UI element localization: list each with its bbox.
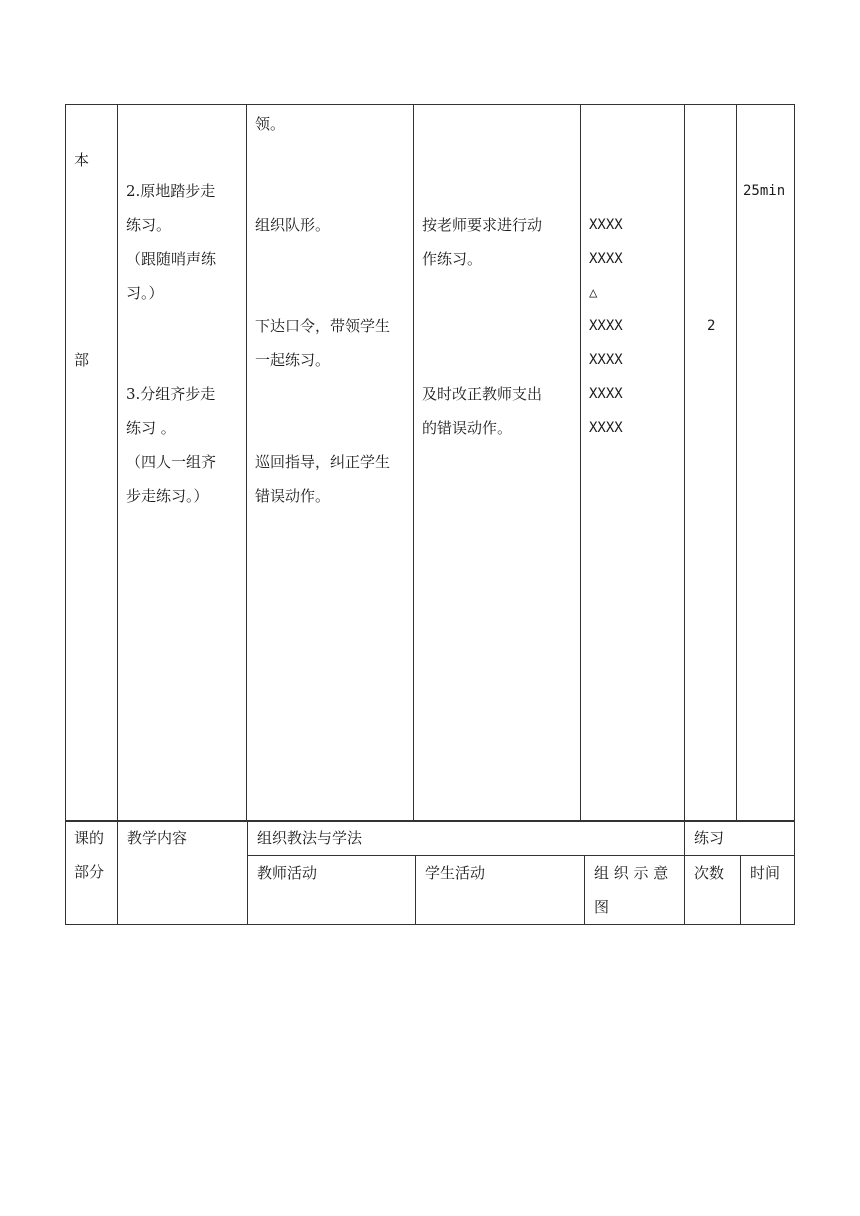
time-cell <box>737 105 795 822</box>
header-time-cell <box>741 856 795 925</box>
item2-line1: 2.原地踏步走 <box>126 182 216 200</box>
header-practice: 练习 <box>694 829 725 847</box>
header-diagram-cell <box>585 856 685 925</box>
student-line3: 及时改正教师支出 <box>422 385 543 403</box>
teacher-activity-cell <box>247 105 414 822</box>
teacher-line0: 领。 <box>255 115 286 133</box>
part-label-2: 部 <box>74 351 90 369</box>
header-part-line2: 部分 <box>74 863 105 881</box>
item2-line2: 练习。 <box>126 216 172 234</box>
item3-line3: （四人一组齐 <box>126 453 217 471</box>
student-line4: 的错误动作。 <box>422 419 513 437</box>
item2-line3: （跟随哨声练 <box>126 250 217 268</box>
teacher-line4: 巡回指导，纠正学生 <box>255 453 391 471</box>
item3-line1: 3.分组齐步走 <box>126 385 216 403</box>
item3-line2: 练习 。 <box>126 419 176 437</box>
header-time: 时间 <box>750 864 781 882</box>
formation-row1: XXXX <box>589 217 623 233</box>
student-activity-cell <box>414 105 581 822</box>
teacher-line3: 一起练习。 <box>255 351 331 369</box>
formation-diagram-cell <box>581 105 685 822</box>
header-part-line1: 课的 <box>74 829 105 847</box>
formation-teacher-marker: △ <box>589 285 598 301</box>
teacher-line1: 组织队形。 <box>255 216 331 234</box>
time-value: 25min <box>743 183 786 199</box>
header-practice-cell <box>685 821 795 856</box>
part-label-1: 本 <box>74 151 90 169</box>
item2-line4: 习。） <box>126 284 164 302</box>
count-cell <box>685 105 737 822</box>
header-table <box>65 820 795 925</box>
content-cell <box>118 105 247 822</box>
teacher-line2: 下达口令，带领学生 <box>255 317 391 335</box>
header-content: 教学内容 <box>127 829 188 847</box>
formation-row5: XXXX <box>589 352 623 368</box>
item3-line4: 步走练习。） <box>126 487 209 505</box>
formation-row2: XXXX <box>589 251 623 267</box>
header-student-activity: 学生活动 <box>425 864 486 882</box>
count-value: 2 <box>707 318 716 334</box>
header-teacher-activity: 教师活动 <box>257 864 318 882</box>
formation-row6: XXXX <box>589 386 623 402</box>
teacher-line5: 错误动作。 <box>255 487 331 505</box>
formation-row7: XXXX <box>589 420 623 436</box>
header-part-cell <box>66 821 118 925</box>
formation-row4: XXXX <box>589 318 623 334</box>
student-line2: 作练习。 <box>422 250 483 268</box>
header-methods-cell <box>248 821 685 856</box>
part-cell <box>66 105 118 822</box>
header-teacher-cell <box>248 856 416 925</box>
header-student-cell <box>416 856 585 925</box>
student-line1: 按老师要求进行动 <box>422 216 543 234</box>
header-count: 次数 <box>694 864 725 882</box>
lesson-body-table <box>65 104 795 822</box>
header-diagram-line1: 组 织 示 意 <box>594 864 669 882</box>
header-methods: 组织教法与学法 <box>257 829 363 847</box>
header-diagram-line2: 图 <box>594 898 610 916</box>
header-count-cell <box>685 856 741 925</box>
header-content-cell <box>118 821 248 925</box>
